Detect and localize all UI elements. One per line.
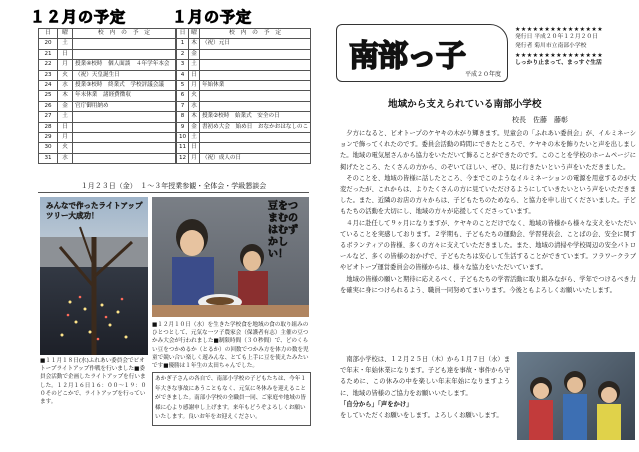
schedule-event (199, 91, 310, 101)
students-group-photo (517, 352, 635, 440)
newsletter-title: 南部っ子 (349, 39, 465, 74)
schedule-wd: 木 (189, 112, 200, 122)
schedule-wd: 火 (58, 70, 73, 80)
year-end-notice: あかぎ子さんの各自で、南部小学校の子どもたちは、今年１年大きな事故にあうこともなく、元気に冬休みを迎えることができました。南部小学校の全職員一同、ご家庭や地域の皆様に心より感謝申し上げます。来年もどうぞよろしくお願いいたします。良いお年をお迎えください。 (152, 372, 311, 426)
column-weekday: 曜 (58, 29, 73, 39)
table-row (39, 49, 176, 59)
schedule-wd: 日 (58, 49, 73, 59)
issue-date-label: 発行日 (515, 34, 533, 40)
article-paragraph: 夕方になると、ビオトープのケヤキの木がり輝きます。児童会の「ふれあい委員会」が、イルミネーションで飾ってくれたのです。委員会活動の時間にできたところで、ケヤキの木を飾りたいと声を出しました。地域の電気屋さんから協力をいただいて飾ることができたのです。このことを学校のホームページに掲げたところ、たくさんの方から、のぞいてほしい、ぜひ、見に行きたいという声をいただきました。 (340, 130, 636, 171)
january-schedule-table (176, 28, 311, 164)
school-motto: しっかり止まって、まっすぐ生活 (515, 60, 602, 66)
table-row (177, 60, 311, 70)
schedule-event: （祝）天皇誕生日 (73, 70, 176, 80)
schedule-day: 10 (177, 133, 189, 143)
schedule-event (73, 112, 176, 122)
schedule-day: 3 (177, 60, 189, 70)
schedule-event (73, 39, 176, 49)
schedule-event: 書初め大会 始め日 おなかおはなしのこ (199, 122, 310, 132)
schedule-event (199, 101, 310, 111)
table-row (39, 133, 176, 143)
article-author: 校長 佐藤 藤彰 (512, 116, 568, 124)
illuminated-tree-photo (40, 197, 148, 355)
issue-info (515, 26, 633, 68)
bean-photo-overlay-text: 豆をつまむのはむずかしい！ (268, 201, 298, 260)
column-weekday: 曜 (189, 29, 200, 39)
schedule-day: 7 (177, 101, 189, 111)
schedule-day: 5 (177, 81, 189, 91)
column-event: 校 内 の 予 定 (73, 29, 176, 39)
schedule-wd: 金 (189, 122, 200, 132)
column-day: 日 (177, 29, 189, 39)
article-paragraph: 地域の皆様の願いと期待に応えるべく、子どもたちの学習活動に取り組みながら、学年でつけるべき力を確実に身につけられるよう、職員一同努めてまいります。今後ともよろしくお願いいたします。 (340, 275, 636, 294)
schedule-wd: 金 (58, 101, 73, 111)
table-row (39, 122, 176, 132)
schedule-wd: 土 (58, 39, 73, 49)
schedule-event (73, 49, 176, 59)
schedule-wd: 土 (58, 112, 73, 122)
schedule-day: 1 (177, 39, 189, 49)
article-paragraph: そのことを、地域の皆様に話したところ、今までこのようなイルミネーションの電源を用意するのが大変だったが、これからは、よりたくさんの方に見ていただけるようにしていきたいという声をいただきました。また、近隣のお店の方々からは、子どもたちのためなら、と協力を申し出てくださいました。子どもたちの活動を大切にし、地域の方々が応援してくださっています。 (340, 174, 636, 216)
schedule-wd: 月 (58, 133, 73, 143)
schedule-day: 9 (177, 122, 189, 132)
table-row (39, 81, 176, 91)
table-row (177, 39, 311, 49)
schedule-event: （祝）元日 (199, 39, 310, 49)
schedule-event (73, 133, 176, 143)
issue-date-line (515, 33, 633, 42)
schedule-note: １月２３日（金） １～３年授業参観・全体会・学級懇談会 (38, 181, 309, 193)
schedule-event: 授業②校時 始業式 安全の日 (199, 112, 310, 122)
tree-photo-caption: ■１１月１８日(水)ふれあい委員会でビオトープライトアップ作戦を行いました■委員会活動で企画したライトアップを行いました。１２月１６日１６：００～１９：００そのどこかで、ライトアップを行っています。 (40, 358, 147, 406)
stars-top: ★★★★★★★★★★★★★★★ (515, 26, 604, 33)
table-row (177, 153, 311, 163)
table-row (177, 91, 311, 101)
closing-text: をしていただくお願いをします。よろしくお願いします。 (340, 412, 503, 420)
table-row (177, 122, 311, 132)
december-schedule-heading: １２月の予定 (30, 8, 127, 26)
schedule-event (199, 133, 310, 143)
schedule-event (199, 49, 310, 59)
holiday-notice (340, 354, 510, 421)
stars-bottom: ★★★★★★★★★★★★★★★ (515, 52, 604, 59)
article-headline: 地域から支えられている南部小学校 (388, 99, 542, 110)
schedule-day: 24 (39, 81, 58, 91)
schedule-wd: 火 (189, 91, 200, 101)
schedule-event: （祝）成人の日 (199, 153, 310, 163)
schedule-day: 30 (39, 143, 58, 153)
right-page (322, 0, 639, 452)
schedule-day: 4 (177, 70, 189, 80)
schedule-wd: 土 (189, 133, 200, 143)
table-row (177, 133, 311, 143)
schedule-wd: 火 (58, 143, 73, 153)
schedule-day: 2 (177, 49, 189, 59)
schedule-event: 年末休業 諸経費徴収 (73, 91, 176, 101)
schedule-day: 28 (39, 122, 58, 132)
schedule-day: 25 (39, 91, 58, 101)
schedule-event (73, 122, 176, 132)
schedule-day: 29 (39, 133, 58, 143)
fiscal-year: 平成２０年度 (464, 71, 501, 78)
table-row (39, 70, 176, 80)
schedule-day: 20 (39, 39, 58, 49)
schedule-event (199, 70, 310, 80)
schedule-day: 31 (39, 153, 58, 163)
table-row (39, 91, 176, 101)
schedule-day: 23 (39, 70, 58, 80)
table-row (39, 60, 176, 70)
schedule-event: 官庁御用納め (73, 101, 176, 111)
schedule-day: 11 (177, 143, 189, 153)
table-header-row (39, 29, 176, 39)
schedule-wd: 水 (189, 101, 200, 111)
issue-date: 平成２０年１２月２０日 (534, 34, 599, 40)
holiday-paragraph: 南部小学校は、１２月２５日（木）から１月７日（水）まで年末・年始休業になります。子ども達を事故・事件から守るために、この休みの中を楽しい年末年始になりますように、地域の皆様のご協力をお願いいたします。 (340, 356, 511, 397)
column-day: 日 (39, 29, 58, 39)
schedule-wd: 水 (58, 81, 73, 91)
schedule-wd: 月 (189, 153, 200, 163)
schedule-wd: 月 (189, 81, 200, 91)
tree-photo-overlay-text: みんなで作ったライトアップツリー大成功！ (46, 201, 143, 220)
schedule-event: 授業④校時 個人面談 ４年学年本会 (73, 60, 176, 70)
schedule-day: 8 (177, 112, 189, 122)
table-row (177, 49, 311, 59)
table-header-row (177, 29, 311, 39)
schedule-day: 22 (39, 60, 58, 70)
bean-photo-caption: ■１２月１０日（水）を生きた学校食を地域の食の取り組みのひとつとして、元気な一ツ子農家会（保護者有志）主催の豆つかみ大会が行われました■制限時間（３０秒間）で、どのくらい豆をつかめるか（とるか）の回数でつかみ方を体力の数を児童で競い合い楽しく遊みんな、とても上手に豆を使えたみたいです■優勝は１年生の太田ちゃんでした。 (152, 322, 309, 370)
table-row (177, 143, 311, 153)
schedule-day: 21 (39, 49, 58, 59)
schedule-day: 26 (39, 101, 58, 111)
column-event: 校 内 の 予 定 (199, 29, 310, 39)
publisher-label: 発行者 (515, 43, 533, 49)
table-row (39, 112, 176, 122)
table-row (39, 153, 176, 163)
schedule-day: 6 (177, 91, 189, 101)
schedule-wd: 日 (58, 122, 73, 132)
schedule-wd: 木 (189, 39, 200, 49)
december-schedule-table (38, 28, 176, 164)
schedule-event (199, 60, 310, 70)
january-schedule-heading: １月の予定 (172, 8, 253, 26)
table-row (177, 112, 311, 122)
students-illustration (517, 352, 635, 440)
table-row (177, 70, 311, 80)
schedule-wd: 水 (58, 153, 73, 163)
schedule-day: 12 (177, 153, 189, 163)
masthead-box (336, 24, 508, 82)
table-row (39, 143, 176, 153)
schedule-event (199, 143, 310, 153)
left-page (0, 0, 319, 452)
schedule-event: 年始休業 (199, 81, 310, 91)
table-row (39, 39, 176, 49)
table-row (39, 101, 176, 111)
publisher-name: 菊川市立南部小学校 (534, 43, 587, 49)
schedule-wd: 土 (189, 60, 200, 70)
schedule-day: 27 (39, 112, 58, 122)
article-body (340, 128, 636, 296)
schedule-wd: 月 (58, 60, 73, 70)
schedule-event (73, 153, 176, 163)
schedule-wd: 日 (189, 70, 200, 80)
schedule-wd: 金 (189, 49, 200, 59)
table-row (177, 81, 311, 91)
safety-slogan: 「自分から」「声をかけ」 (340, 400, 413, 408)
schedule-event: 授業③校時 終業式 学校評議会議 (73, 81, 176, 91)
table-row (177, 101, 311, 111)
article-paragraph: ４月に赴任して９ヶ月になりますが、ケヤキのことだけでなく、地域の皆様から様々な支えをいただいていることを実感しております。２学期も、子どもたちの運動会、学習発表会、ことばの会、安全に関するボランティアの皆様、多くの方々に支えていただきました。また、地域の清掃や学校周辺の安全パトロールなど、多くの皆様のおかげで、子どもたちは安心して生活することができています。フラワークラブやビオトープ運営委員会の皆様からは、様々な協力をいただいています。 (340, 219, 636, 272)
schedule-wd: 日 (189, 143, 200, 153)
bean-picking-photo (152, 197, 309, 317)
schedule-wd: 木 (58, 91, 73, 101)
publisher-line (515, 42, 633, 51)
schedule-event (73, 143, 176, 153)
